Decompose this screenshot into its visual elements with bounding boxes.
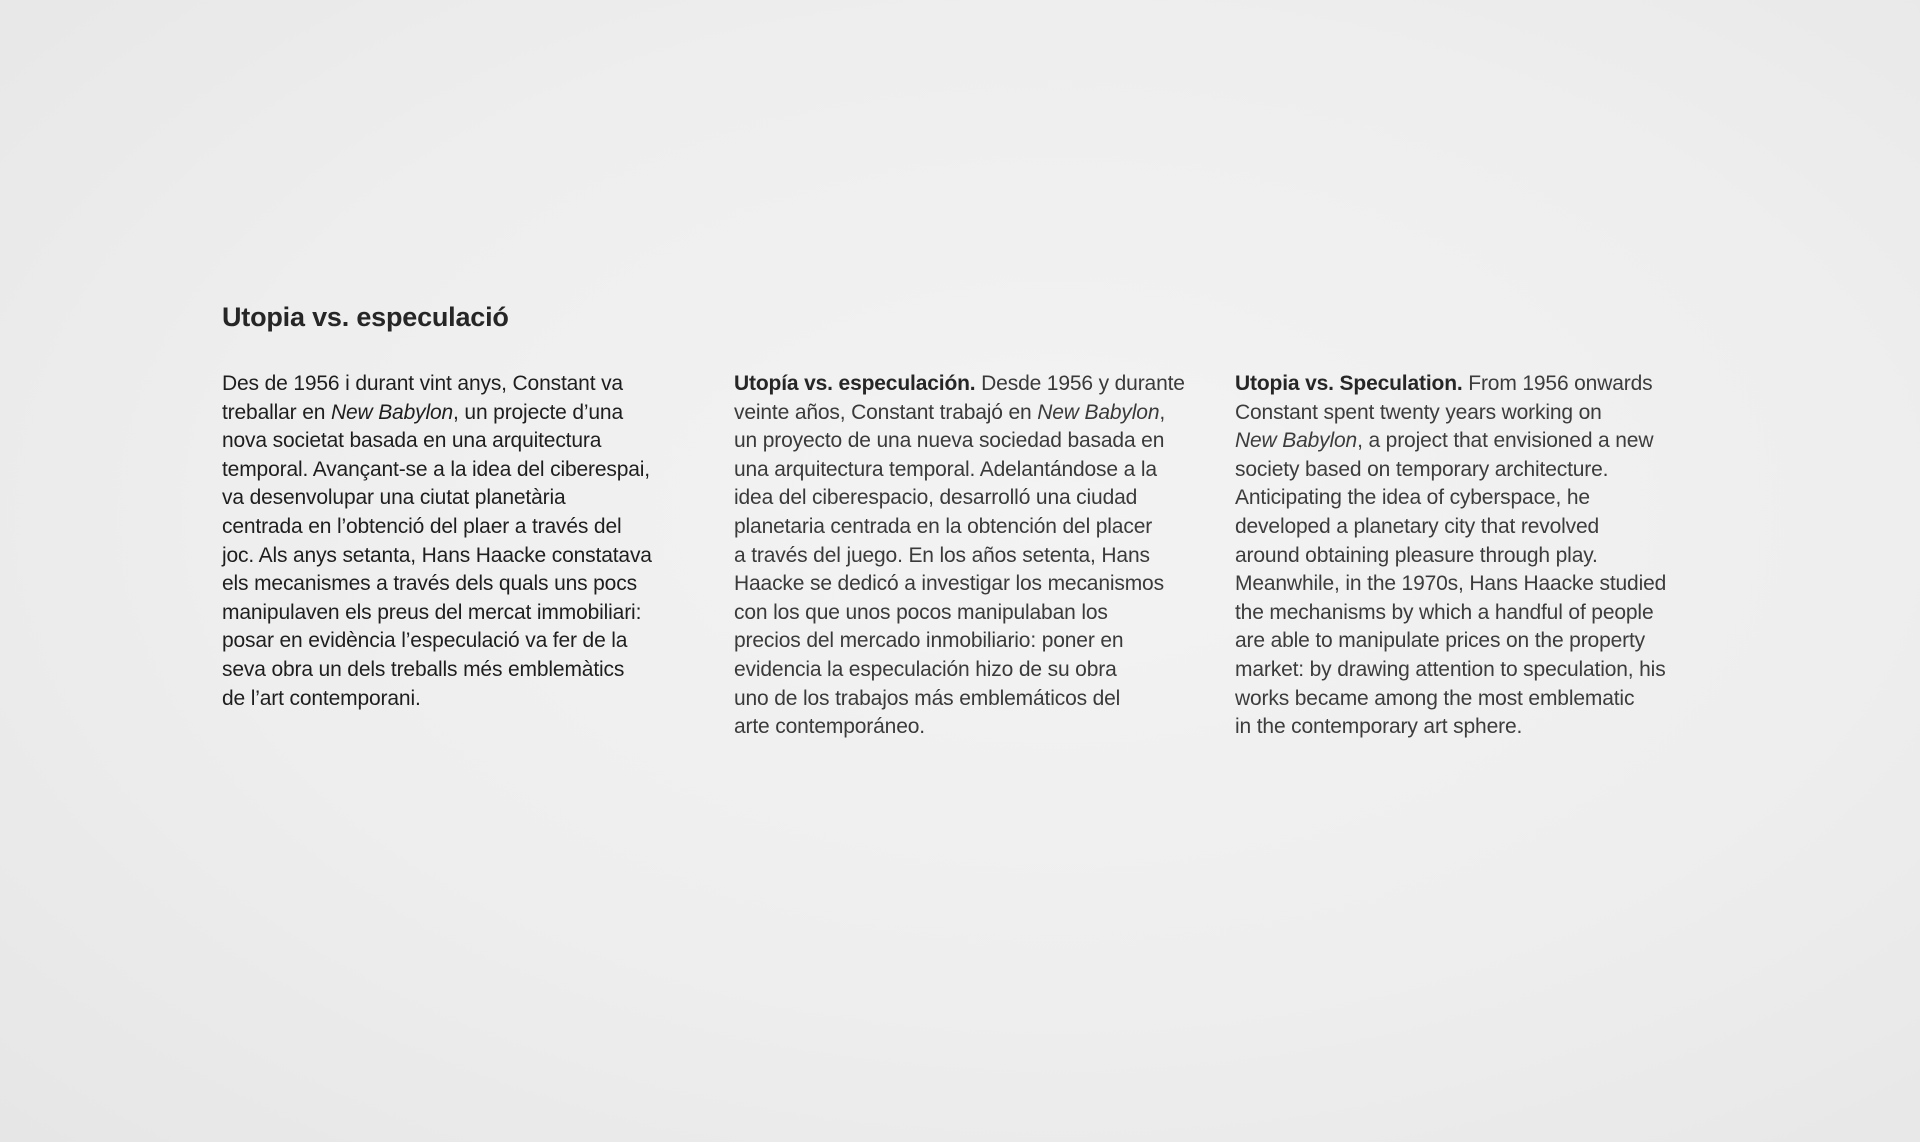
- spanish-line: planetaria centrada en la obtención del placer: [734, 514, 1153, 538]
- artwork-title: New Babylon: [1037, 400, 1160, 424]
- spanish-line: Utopía vs. especulación. Desde 1956 y durante: [734, 372, 1185, 395]
- english-line: Utopia vs. Speculation. From 1956 onwards: [1235, 372, 1653, 395]
- catalan-line: els mecanismes a través dels quals uns pocs: [222, 572, 637, 596]
- catalan-line: Des de 1956 i durant vint anys, Constant va: [222, 372, 623, 395]
- spanish-line: precios del mercado inmobiliario: poner en: [734, 629, 1124, 653]
- english-line: developed a planetary city that revolved: [1235, 514, 1600, 538]
- english-line: in the contemporary art sphere.: [1235, 715, 1523, 739]
- spanish-line: con los que unos pocos manipulaban los: [734, 600, 1108, 624]
- spanish-line: arte contemporáneo.: [734, 715, 925, 739]
- catalan-line: de l’art contemporani.: [222, 686, 421, 710]
- english-line: Meanwhile, in the 1970s, Hans Haacke studied: [1235, 572, 1667, 596]
- english-line: Anticipating the idea of cyberspace, he: [1235, 486, 1590, 510]
- catalan-line: seva obra un dels treballs més emblemàtics: [222, 657, 625, 681]
- english-line: market: by drawing attention to speculation, his: [1235, 657, 1666, 681]
- catalan-line: joc. Als anys setanta, Hans Haacke constatava: [222, 543, 652, 567]
- english-line: Constant spent twenty years working on: [1235, 400, 1602, 424]
- spanish-line: una arquitectura temporal. Adelantándose a la: [734, 457, 1157, 481]
- english-line: the mechanisms by which a handful of people: [1235, 600, 1654, 624]
- catalan-line: treballar en New Babylon, un projecte d’una: [222, 400, 623, 424]
- spanish-line: idea del ciberespacio, desarrolló una ciudad: [734, 486, 1138, 510]
- spanish-line: uno de los trabajos más emblemáticos del: [734, 686, 1121, 710]
- catalan-line: nova societat basada en una arquitectura: [222, 429, 602, 453]
- english-line: are able to manipulate prices on the property: [1235, 629, 1645, 653]
- spanish-line: veinte años, Constant trabajó en New Babylon,: [734, 400, 1166, 424]
- spanish-line: evidencia la especulación hizo de su obra: [734, 657, 1117, 681]
- spanish-line: a través del juego. En los años setenta, Hans: [734, 543, 1150, 567]
- english-heading: Utopia vs. Speculation.: [1235, 372, 1463, 395]
- catalan-line: temporal. Avançant-se a la idea del ciberespai,: [222, 457, 650, 481]
- english-line: around obtaining pleasure through play.: [1235, 543, 1598, 567]
- english-line: New Babylon, a project that envisioned a new: [1235, 429, 1654, 453]
- catalan-line: va desenvolupar una ciutat planetària: [222, 486, 566, 510]
- spanish-text: [734, 370, 1204, 742]
- spanish-line: un proyecto de una nueva sociedad basada en: [734, 429, 1165, 453]
- spanish-line: Haacke se dedicó a investigar los mecanismos: [734, 572, 1164, 596]
- catalan-line: manipulaven els preus del mercat immobiliari:: [222, 600, 642, 624]
- panel-title: Utopia vs. especulació: [222, 302, 509, 332]
- artwork-title: New Babylon: [330, 400, 454, 424]
- spanish-heading: Utopía vs. especulación.: [734, 372, 976, 395]
- catalan-line: centrada en l’obtenció del plaer a través del: [222, 514, 622, 538]
- english-line: works became among the most emblematic: [1235, 686, 1635, 710]
- english-line: society based on temporary architecture.: [1235, 457, 1609, 481]
- catalan-text: [222, 370, 702, 713]
- catalan-line: posar en evidència l’especulació va fer de la: [222, 629, 628, 653]
- artwork-title: New Babylon: [1235, 429, 1358, 453]
- english-text: [1235, 370, 1705, 742]
